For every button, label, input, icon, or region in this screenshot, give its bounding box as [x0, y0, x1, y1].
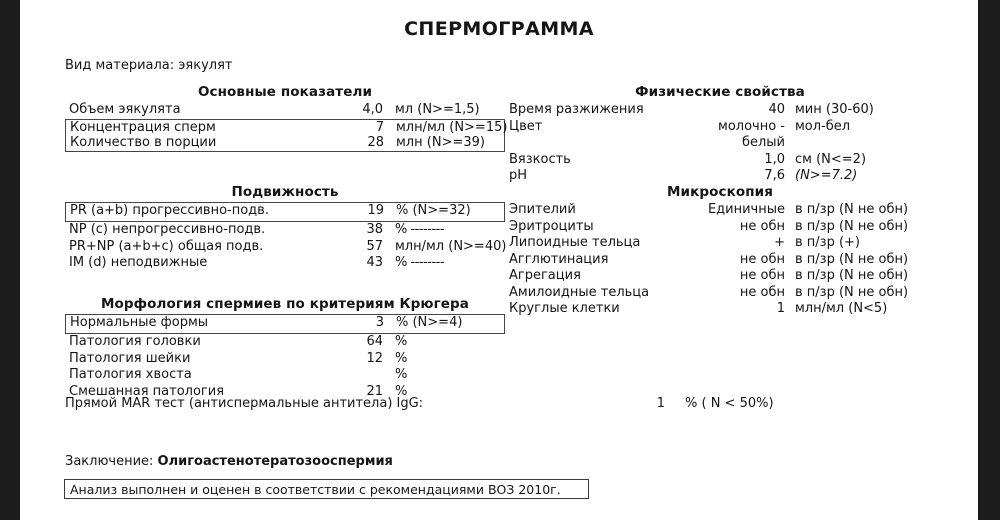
footer-note: Анализ выполнен и оценен в соответствии с рекомендациями ВОЗ 2010г.: [64, 479, 589, 499]
row-value: 64: [366, 334, 383, 349]
row-value: 3: [375, 315, 384, 330]
section-morphology: [65, 296, 505, 400]
letterbox-right: [978, 0, 1000, 520]
row-unit: % --------: [395, 222, 445, 237]
row-unit: в п/зр (N не обн): [795, 284, 909, 300]
row-unit: (N>=7.2): [795, 168, 858, 183]
material-type-line: Вид материала: эякулят: [65, 58, 233, 73]
row-unit: млн/мл (N<5): [795, 301, 888, 316]
table-microscopy: [505, 202, 935, 318]
row-value: 21: [366, 383, 383, 399]
table-row: [65, 334, 505, 351]
row-label: Количество в порции: [70, 135, 217, 150]
row-value: не обн: [739, 284, 785, 300]
section-title-morphology: Морфология спермиев по критериям Крюгера: [100, 296, 470, 312]
row-unit: млн/мл (N>=40): [395, 238, 507, 254]
row-label: Вязкость: [509, 151, 571, 167]
row-value: 38: [366, 222, 383, 237]
section-title-main-indicators: Основные показатели: [197, 84, 373, 100]
row-label: PR+NP (a+b+c) общая подв.: [69, 238, 264, 254]
document-page: [20, 0, 978, 520]
table-row-continuation: [505, 135, 935, 152]
row-unit: %: [395, 350, 408, 366]
row-value: молочно -: [718, 118, 785, 134]
table-row: [505, 219, 935, 236]
conclusion-value: Олигоастенотератозооспермия: [157, 454, 393, 469]
mar-test-line: [65, 396, 945, 411]
table-physical-properties: [505, 102, 935, 185]
row-value: Единичные: [707, 202, 785, 217]
letterbox-left: [0, 0, 20, 520]
table-row: [505, 252, 935, 269]
section-title-physical-properties: Физические свойства: [635, 84, 805, 100]
row-value: 7,6: [764, 168, 785, 183]
row-label: Эпителий: [509, 202, 576, 217]
row-label: Амилоидные тельца: [509, 284, 650, 300]
mar-test-label: Прямой MAR тест (антиспермальные антитела) IgG:: [65, 396, 424, 411]
table-row: [505, 102, 935, 119]
row-label: Патология шейки: [69, 350, 191, 366]
row-value: 1,0: [764, 151, 785, 167]
row-unit: мл (N>=1,5): [395, 102, 480, 117]
row-unit: мол-бел: [795, 118, 851, 134]
row-label: Смешанная патология: [69, 383, 225, 399]
table-row: [65, 255, 505, 272]
table-row: [65, 367, 505, 384]
row-unit: в п/зр (N не обн): [795, 268, 909, 283]
conclusion-line: [65, 454, 393, 469]
row-value: 7: [375, 119, 384, 135]
row-label: Липоидные тельца: [509, 235, 641, 250]
row-unit: % --------: [395, 255, 445, 270]
table-row: [505, 152, 935, 169]
section-motility: [65, 184, 505, 272]
row-unit: мин (30-60): [795, 102, 874, 117]
row-label: pH: [509, 168, 528, 183]
table-main-indicators: [65, 102, 508, 152]
row-value: не обн: [739, 218, 785, 234]
table-row: [65, 239, 505, 256]
row-value: 1: [776, 301, 785, 316]
row-value: не обн: [739, 251, 785, 267]
row-unit: в п/зр (N не обн): [795, 202, 909, 217]
row-label: Круглые клетки: [509, 301, 620, 316]
mar-test-unit: % ( N < 50%): [685, 396, 774, 411]
table-row: [505, 268, 935, 285]
conclusion-label: Заключение:: [65, 454, 158, 469]
section-physical-properties: [505, 84, 935, 185]
row-label: Эритроциты: [509, 218, 594, 234]
row-unit: %: [395, 383, 408, 399]
row-label: Цвет: [509, 118, 543, 134]
row-label: PR (a+b) прогрессивно-подв.: [70, 203, 269, 218]
table-row: [505, 301, 935, 318]
row-unit: см (N<=2): [795, 151, 867, 167]
table-row: [505, 168, 935, 185]
mar-test-value: 1: [656, 396, 665, 411]
table-row: [65, 202, 505, 222]
table-row: [505, 285, 935, 302]
table-row: [65, 222, 505, 239]
row-unit: в п/зр (N не обн): [795, 251, 909, 267]
row-label: Агрегация: [509, 268, 581, 283]
row-unit: % (N>=4): [396, 315, 463, 330]
row-value: 43: [366, 255, 383, 270]
row-value: +: [774, 235, 785, 250]
row-unit: млн/мл (N>=15): [396, 119, 508, 135]
table-row: [65, 351, 505, 368]
row-value: 4,0: [362, 102, 383, 117]
section-main-indicators: [65, 84, 508, 152]
row-unit: %: [395, 367, 408, 382]
row-label: Объем эякулята: [69, 102, 181, 117]
row-value: 12: [366, 350, 383, 366]
row-value: 57: [366, 238, 383, 254]
table-motility: [65, 202, 505, 272]
row-unit: в п/зр (N не обн): [795, 218, 909, 234]
row-label: Патология головки: [69, 334, 201, 349]
row-value: не обн: [739, 268, 785, 283]
section-title-microscopy: Микроскопия: [667, 184, 773, 200]
table-row: [505, 202, 935, 219]
table-row: [65, 135, 505, 152]
row-label: IM (d) неподвижные: [69, 255, 208, 270]
row-unit: в п/зр (+): [795, 235, 861, 250]
table-row: [65, 314, 505, 334]
row-unit: % (N>=32): [396, 203, 471, 218]
row-unit: млн (N>=39): [396, 135, 485, 150]
row-value: 19: [367, 203, 384, 218]
page-title: СПЕРМОГРАММА: [404, 18, 594, 40]
table-row: [65, 102, 505, 119]
row-value: 28: [367, 135, 384, 150]
row-value-wrap: белый: [741, 135, 785, 150]
table-morphology: [65, 314, 505, 400]
row-value: 40: [768, 102, 785, 117]
table-row: [505, 235, 935, 252]
row-label: Патология хвоста: [69, 367, 192, 382]
row-label: Агглютинация: [509, 251, 609, 267]
row-label: Время разжижения: [509, 102, 644, 117]
row-unit: %: [395, 334, 408, 349]
table-row: [65, 119, 508, 136]
row-label: Нормальные формы: [70, 315, 209, 330]
table-row: [505, 119, 935, 136]
row-label: Концентрация сперм: [70, 119, 216, 135]
section-microscopy: [505, 184, 935, 318]
section-title-motility: Подвижность: [231, 184, 339, 200]
row-label: NP (c) непрогрессивно-подв.: [69, 222, 266, 237]
